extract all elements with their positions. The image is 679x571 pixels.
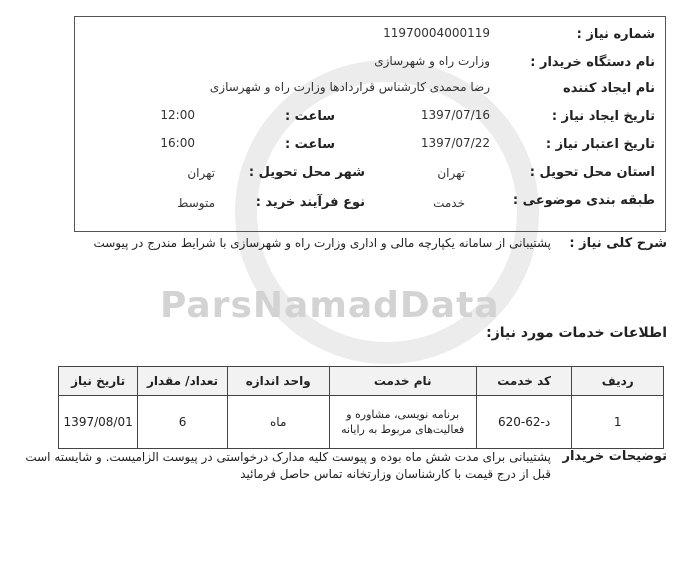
city-label: شهر محل تحویل : (248, 165, 365, 180)
created-time: 12:00 (160, 108, 195, 122)
buyer-org-label: نام دستگاه خریدار : (530, 55, 655, 70)
created-date: 1397/07/16 (420, 108, 490, 122)
service-code: د-62-620 (476, 396, 572, 449)
buyer-org: وزارت راه و شهرسازی (374, 54, 490, 68)
services-table (58, 366, 664, 449)
process: متوسط (177, 196, 215, 210)
buyer-remarks-label: توضیحات خریدار (562, 449, 667, 464)
col-service-code: کد خدمت (476, 367, 572, 396)
valid-date: 1397/07/22 (420, 136, 490, 150)
general-description-label: شرح کلی نیاز : (569, 236, 667, 251)
creator: رضا محمدی کارشناس قراردادها وزارت راه و شهرسازی (209, 80, 490, 94)
col-quantity: تعداد/ مقدار (138, 367, 228, 396)
valid-time: 16:00 (160, 136, 195, 150)
need-number-label: شماره نیاز : (576, 27, 655, 42)
valid-date-label: تاریخ اعتبار نیاز : (545, 137, 655, 152)
province: تهران (437, 166, 465, 180)
quantity: 6 (138, 396, 228, 449)
need-date: 1397/08/01 (59, 396, 138, 449)
general-description: پشتیبانی از سامانه یکپارچه مالی و اداری وزارت راه و شهرسازی با شرایط مندرج در پیوست (93, 236, 551, 250)
col-need-date: تاریخ نیاز (59, 367, 138, 396)
need-info-box (74, 16, 666, 232)
services-section-title: اطلاعات خدمات مورد نیاز: (486, 325, 667, 341)
category-label: طبقه بندی موضوعی : (512, 193, 655, 208)
need-number: 11970004000119 (383, 26, 490, 40)
col-unit: واحد اندازه (227, 367, 329, 396)
creator-label: نام ایجاد کننده (563, 81, 655, 96)
table-row (59, 396, 664, 449)
unit: ماه (227, 396, 329, 449)
watermark-text: ParsNamadData (160, 285, 500, 326)
col-row: ردیف (572, 367, 664, 396)
category: خدمت (433, 196, 465, 210)
valid-time-label: ساعت : (284, 137, 335, 152)
row-number: 1 (572, 396, 664, 449)
city: تهران (187, 166, 215, 180)
created-time-label: ساعت : (284, 109, 335, 124)
buyer-remarks: پشتیبانی برای مدت شش ماه بوده و پیوست کلیه مدارک درخواستی در پیوست الزامیست. و شایسته است قبل از درج قیمت با کارشناسان وزارتخانه تماس حاصل فرمائید (25, 450, 551, 481)
province-label: استان محل تحویل : (529, 165, 655, 180)
services-table-header (59, 367, 664, 396)
col-service-name: نام خدمت (329, 367, 476, 396)
process-label: نوع فرآیند خرید : (255, 195, 365, 210)
service-name: برنامه نویسی، مشاوره و فعالیت‌های مربوط به رایانه (329, 396, 476, 449)
created-date-label: تاریخ ایجاد نیاز : (551, 109, 655, 124)
